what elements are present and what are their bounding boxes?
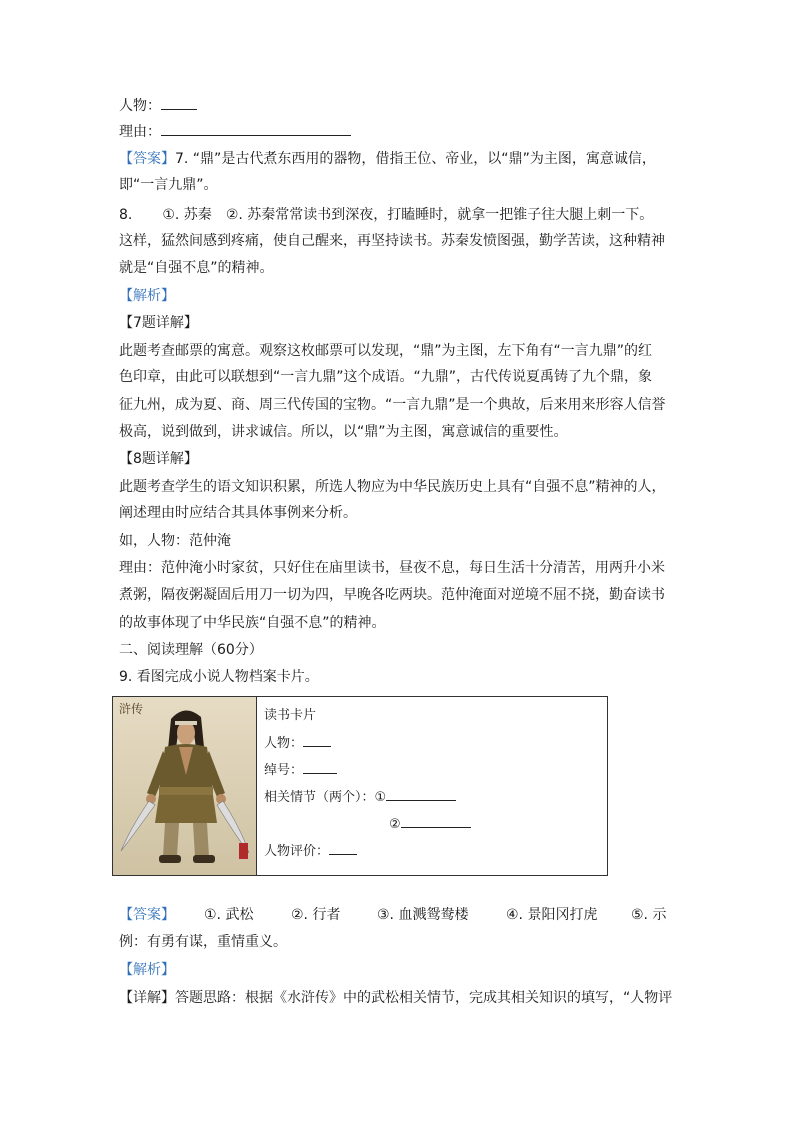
detail-line <box>119 988 672 1008</box>
answer9-item: ②. 行者 <box>291 907 341 923</box>
answer8-number: 8. <box>119 207 133 223</box>
q8-detail-header: 【8题详解】 <box>119 451 198 467</box>
reason-blank <box>161 121 351 136</box>
answer1-line1 <box>119 149 656 169</box>
section-title: 二、阅读理解（60分） <box>119 642 263 658</box>
q7-detail-line: 征九州，成为夏、商、周三代传国的宝物。“一言九鼎”是一个典故，后来用来形容人信誉 <box>119 397 666 413</box>
q8-detail-line: 理由：范仲淹小时家贫，只好住在庙里读书，昼夜不息，每日生活十分清苦，用两升小米 <box>119 560 665 576</box>
answer9-item: ⑤. 示 <box>631 907 667 923</box>
reading-card <box>112 696 608 876</box>
card-nickname-label: 绰号： <box>264 763 304 778</box>
q8-detail-line: 阐述理由时应结合其具体事例来分析。 <box>119 505 357 521</box>
q8-detail-line: 如，人物：范仲淹 <box>119 533 231 549</box>
answer8-line2: 这样，猛然间感到疼痛，使自己醒来，再坚持读书。苏秦发愤图强，勤学苦读，这种精神 <box>119 233 665 249</box>
card-person-row <box>264 734 331 753</box>
card-evaluation-blank <box>329 842 357 855</box>
card-plot2-blank <box>401 815 471 828</box>
card-plot-row <box>264 788 456 807</box>
q7-detail-line: 极高，说到做到，讲求诚信。所以，以“鼎”为主图，寓意诚信的重要性。 <box>119 424 568 440</box>
q7-detail-line: 此题考查邮票的寓意。观察这枚邮票可以发现，“鼎”为主图，左下角有“一言九鼎”的红 <box>119 343 653 359</box>
question-9: 9. 看图完成小说人物档案卡片。 <box>119 669 319 685</box>
answer9-item: ④. 景阳冈打虎 <box>506 907 598 923</box>
card-title: 读书卡片 <box>264 708 317 723</box>
person-label: 人物： <box>119 98 161 114</box>
illustration-caption: 浒传 <box>119 702 144 716</box>
answer8-line <box>119 205 653 225</box>
warrior-illustration <box>113 697 256 875</box>
answer7-text: 7. “鼎”是古代煮东西用的器物，借指王位、帝业，以“鼎”为主图，寓意诚信， <box>175 151 656 167</box>
card-plot-label: 相关情节（两个）：① <box>264 790 387 805</box>
reason-prompt <box>119 121 351 142</box>
answer2-tag: 【答案】 <box>119 907 175 923</box>
card-plot2-label: ② <box>389 817 401 832</box>
answer9-item: ③. 血溅鸳鸯楼 <box>377 907 469 923</box>
detail-tag: 【详解】 <box>119 990 175 1006</box>
detail-text: 答题思路：根据《水浒传》中的武松相关情节，完成其相关知识的填写，“人物评 <box>175 990 673 1006</box>
q7-detail-line: 色印章，由此可以联想到“一言九鼎”这个成语。“九鼎”，古代传说夏禹铸了九个鼎，象 <box>119 369 653 385</box>
answer1-line2: 即“一言九鼎”。 <box>119 177 218 193</box>
card-plot1-blank <box>386 788 456 801</box>
card-evaluation-label: 人物评价： <box>264 844 330 859</box>
analysis-tag: 【解析】 <box>119 288 175 304</box>
card-plot2-row <box>389 815 471 834</box>
q7-detail-header: 【7题详解】 <box>119 315 198 331</box>
character-illustration <box>113 697 257 875</box>
card-nickname-row <box>264 761 337 780</box>
card-person-label: 人物： <box>264 736 304 751</box>
person-blank <box>161 95 197 110</box>
answer9-line2: 例：有勇有谋，重情重义。 <box>119 934 287 950</box>
answer9-item: ①. 武松 <box>204 907 254 923</box>
answer8-item1: ①. 苏秦 <box>162 207 212 223</box>
card-nickname-blank <box>303 761 337 774</box>
q8-detail-line: 煮粥，隔夜粥凝固后用刀一切为四，早晚各吃两块。范仲淹面对逆境不屈不挠，勤奋读书 <box>119 587 665 603</box>
analysis2-tag: 【解析】 <box>119 962 175 978</box>
q8-detail-line: 此题考查学生的语文知识积累，所选人物应为中华民族历史上具有“自强不息”精神的人， <box>119 479 666 495</box>
answer8-line3: 就是“自强不息”的精神。 <box>119 260 274 276</box>
card-evaluation-row <box>264 842 357 861</box>
answer-tag: 【答案】 <box>119 151 175 167</box>
reason-label: 理由： <box>119 124 161 140</box>
card-person-blank <box>303 734 331 747</box>
answer8-item2: ②. 苏秦常常读书到深夜，打瞌睡时，就拿一把锥子往大腿上刺一下。 <box>225 207 654 223</box>
person-prompt <box>119 95 197 116</box>
q8-detail-line: 的故事体现了中华民族“自强不息”的精神。 <box>119 615 386 631</box>
